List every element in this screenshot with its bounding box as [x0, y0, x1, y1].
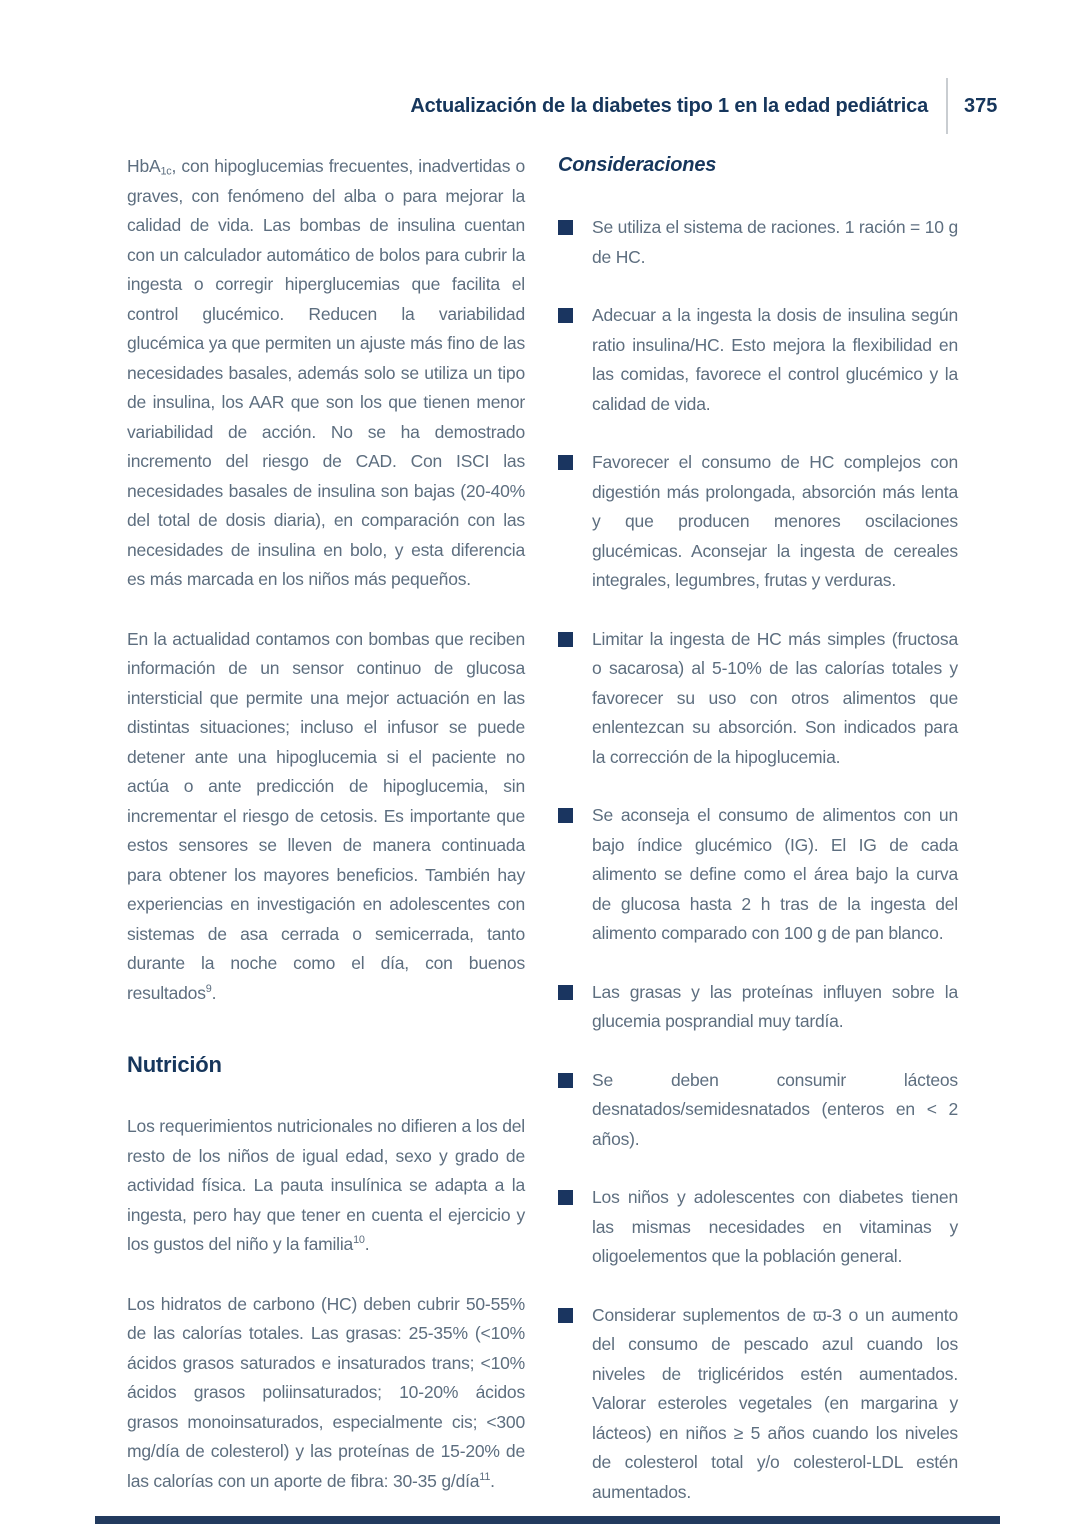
consideration-item-text: Se utiliza el sistema de raciones. 1 ración = 10 g de HC.: [592, 217, 958, 267]
header-divider: [946, 78, 948, 134]
square-bullet-icon: [558, 632, 573, 647]
consideration-item-text: Favorecer el consumo de HC complejos con digestión más prolongada, absorción más lenta y que producen menores oscilaciones glucémicas. Aconsejar la ingesta de cereales integrales, legumbres, frutas y verduras.: [592, 452, 958, 590]
square-bullet-icon: [558, 1073, 573, 1088]
paragraph-macronutrients: Los hidratos de carbono (HC) deben cubrir 50-55% de las calorías totales. Las grasas: 25-35% (<10% ácidos grasos saturados e insaturados trans; <10% ácidos grasos poliinsaturados; 10-20% ácidos grasos monoinsaturados, especialmente cis; <300 mg/día de colesterol) y las proteínas de 15-20% de las calorías con un aporte de fibra: 30-35 g/día$^{11}$.: [127, 1293, 525, 1491]
running-title: Actualización de la diabetes tipo 1 en la edad pediátrica: [410, 94, 928, 117]
consideration-item-text: Adecuar a la ingesta la dosis de insulina según ratio insulina/HC. Esto mejora la flexibilidad en las comidas, favorece el control glucémico y la calidad de vida.: [592, 305, 958, 414]
right-column: [558, 152, 958, 1524]
nutrition-heading: Nutrición: [127, 1052, 222, 1077]
consideration-item-text: Limitar la ingesta de HC más simples (fructosa o sacarosa) al 5-10% de las calorías totales y favorecer su uso con otros alimentos que enlentezcan su absorción. Son indicados para la corrección de la hipoglucemia.: [592, 628, 958, 767]
square-bullet-icon: [558, 308, 573, 323]
two-column-layout: [127, 152, 958, 1524]
consideration-item: [558, 1183, 958, 1272]
consideration-item-text: Las grasas y las proteínas influyen sobre la glucemia posprandial muy tardía.: [592, 981, 958, 1031]
consideration-item-text: Se deben consumir lácteos desnatados/semidesnatados (enteros en < 2 años).: [592, 1069, 958, 1149]
page-number: 375: [964, 94, 998, 117]
square-bullet-icon: [558, 1190, 573, 1205]
consideration-item-text: Los niños y adolescentes con diabetes tienen las mismas necesidades en vitaminas y oligoelementos que la población general.: [592, 1187, 958, 1266]
consideration-item: [558, 978, 958, 1037]
paragraph-nutritional-requirements: Los requerimientos nutricionales no difieren a los del resto de los niños de igual edad, sexo y grado de actividad física. La pauta insulínica se adapta a la ingesta, pero hay que tener en cuenta el ejercicio y los gustos del niño y la familia$^{10}$.: [127, 1116, 525, 1254]
consideration-item: [558, 1066, 958, 1155]
page-header: [127, 78, 1002, 134]
square-bullet-icon: [558, 985, 573, 1000]
consideration-item: [558, 1301, 958, 1508]
square-bullet-icon: [558, 808, 573, 823]
consideration-item-text: Se aconseja el consumo de alimentos con un bajo índice glucémico (IG). El IG de cada alimento se define como el área bajo la curva de glucosa hasta 2 h tras de la ingesta del alimento comparado con 100 g de pan blanco.: [592, 805, 958, 943]
square-bullet-icon: [558, 455, 573, 470]
consideration-item: [558, 301, 958, 419]
consideration-item-text: Considerar suplementos de ϖ-3 o un aumento del consumo de pescado azul cuando los niveles de triglicéridos estén aumentados. Valorar esteroles vegetales (en margarina y lácteos) en niños ≥ 5 años cuando los niveles de colesterol total y/o colesterol-LDL estén aumentados.: [592, 1304, 958, 1502]
square-bullet-icon: [558, 220, 573, 235]
consideration-item: [558, 801, 958, 949]
footer-rule: [95, 1516, 1000, 1524]
consideration-item: [558, 625, 958, 773]
paragraph-insulin-pumps: HbA$_{1c}$, con hipoglucemias frecuentes, inadvertidas o graves, con fenómeno del alba o para mejorar la calidad de vida. Las bombas de insulina cuentan con un calculador automático de bolos para cubrir la ingesta o corregir hiperglucemias que facilita el control glucémico. Reducen la variabilidad glucémica ya que permiten un ajuste más fino de las necesidades basales, además solo se utiliza un tipo de insulina, los AAR que son los que tienen menor variabilidad de acción. No se ha demostrado incremento del riesgo de CAD. Con ISCI las necesidades basales de insulina son bajas (20-40% del total de dosis diaria), en comparación con las necesidades de insulina en bolo, y esta diferencia es más marcada en los niños más pequeños.: [127, 156, 525, 589]
consideration-item: [558, 213, 958, 272]
left-column: [127, 152, 525, 1524]
considerations-heading: Consideraciones: [558, 154, 717, 176]
paragraph-glucose-sensors: En la actualidad contamos con bombas que reciben información de un sensor continuo de glucosa intersticial que permite una mejor actuación en las distintas situaciones; incluso el infusor se puede detener ante una hipoglucemia si el paciente no actúa o ante predicción de hipoglucemia, sin incrementar el riesgo de cetosis. Es importante que estos sensores se lleven de manera continuada para obtener los mayores beneficios. También hay experiencias en investigación en adolescentes con sistemas de asa cerrada o semicerrada, tanto durante la noche como el día, con buenos resultados$^9$.: [127, 628, 525, 1003]
considerations-list: [558, 213, 958, 1507]
consideration-item: [558, 448, 958, 596]
square-bullet-icon: [558, 1308, 573, 1323]
